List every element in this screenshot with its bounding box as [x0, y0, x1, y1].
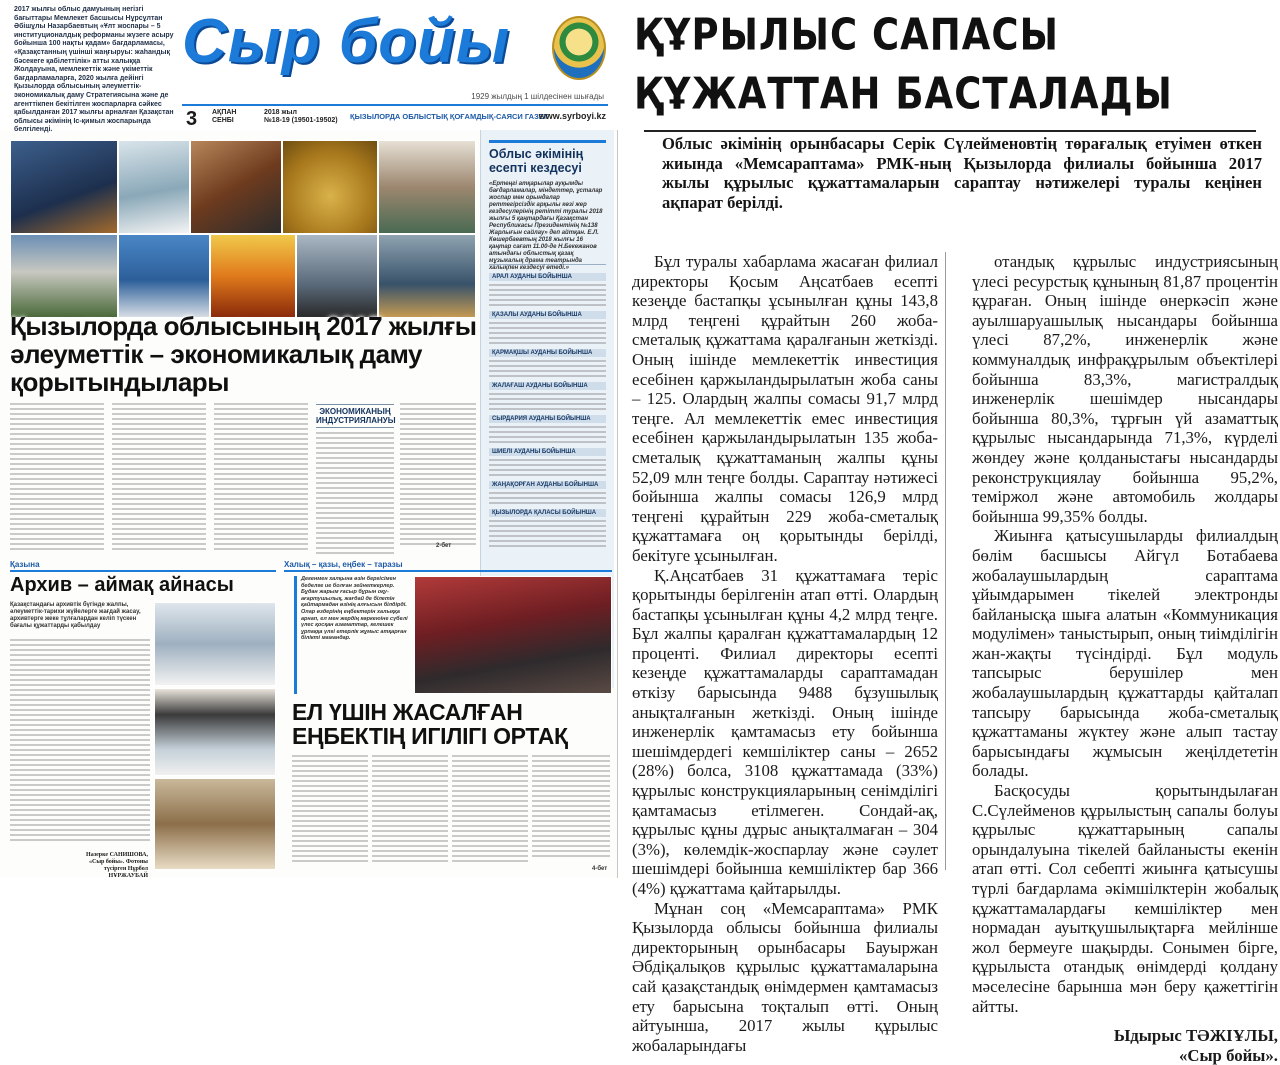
- masthead-slogan: ҚЫЗЫЛОРДА ОБЛЫСТЫҚ ҚОҒАМДЫҚ-САЯСИ ГАЗЕТ: [350, 112, 549, 121]
- newspaper-front-page: [0, 0, 618, 878]
- masthead: [0, 0, 618, 134]
- photo-baker: [378, 140, 476, 234]
- article-paragraph: Жиынға қатысушыларды филиалдың бөлім басшысы Айгүл Ботабаева жобалаушылардың сараптама ұйымдарымен тікелей электронды байланысқа шыға алатын «Коммуникация модулімен» таныстырып, оның тиімділігін жан-жақты түсіндірді. Бұл модуль тапсырыс берушілер мен жобалаушылардың құжаттарды қайталап тапсыру барысында жоба-сметалық құжаттаманы жүктеу және алып тастау барысындағы жұмысын жеңілдететін болады.: [972, 526, 1278, 781]
- column-text: [112, 403, 206, 550]
- sidebar-section-title: ҚЫЗЫЛОРДА ҚАЛАСЫ БОЙЫНША: [489, 509, 606, 517]
- sidebar-section-title: ЖАҢАҚОРҒАН АУДАНЫ БОЙЫНША: [489, 481, 606, 489]
- column-text: [10, 403, 104, 550]
- sidebar-heading[interactable]: Облыс әкімінің есепті кездесуі: [489, 140, 606, 175]
- column-text: [214, 403, 308, 550]
- article-page: [624, 0, 1280, 1065]
- archive-text: [10, 636, 150, 844]
- people-column-1: [292, 752, 368, 865]
- article-title: ҚҰРЫЛЫС САПАСЫ ҚҰЖАТТАН БАСТАЛАДЫ: [634, 9, 1173, 120]
- article-column-left: [632, 252, 938, 1065]
- front-column-4: [316, 400, 394, 557]
- photo-archivist: [154, 688, 276, 776]
- masthead-intro-text: 2017 жылғы облыс дамуының негізгі бағыттары Мемлекет басшысы Нұрсұлтан Әбішұлы Назарбаевтың «Ұлт жоспары – 5 институционалдық реформаны жүзеге асыру бойынша 100 нақты қадам» бағдарламасы, «Қазақстанның үшінші жаңғыруы: жаһандық бәсекеге қабілеттілік» атты халыққа Жолдауына, мемлекеттік және үкіметтік бағдарламаларға, 2020 жылға дейінгі Қызылорда облысының әлеуметтік-экономикалық даму Стратегиясына және де агенттікпен бекітілген жоспарларға сәйкес қабылданған 2017 жылғы арналған Қазақстан облысы әкімінің Іс-қимыл жоспарында белгіленді.: [14, 6, 174, 134]
- photo-plant: [296, 234, 378, 318]
- sidebar-lead: «Ертеңгі атқарылар ауқымды бағдарламалар, міндеттер, ұсталар жоспар мен орындалар реттегірсіздік арқылы көзі жер кездесулерінің ретітті туралы 2018 жылғы 5 қаңтардағы Қазақстан Республикасы Президентінің №138 Жарлығын сайлау» деп айтқан. Е.Л. Көшербаевтың 2018 жылғы 16 қаңтар сағат 11.00-де Н.Бекежанов атындағы облыстық қазақ мұзыкалық драма театрында халықпен кездесуі өтеді.»: [489, 181, 606, 265]
- article-paragraph: Бұл туралы хабарлама жасаған филиал директоры Қосым Аңсатбаев есепті кезеңде бастапқы ұсынылған құны 143,8 млрд теңгені құрайтын 260 жоба-сметалық құжаттама қаралғанын жеткізді. Оның ішінде мемлекеттік инвестиция есебінен қаржыландырылатын жоба саны – 125. Олардың жалпы сомасы 91,7 млрд теңге. Ал мемлекеттік емес инвестиция есебінен қаржыландырылатын 135 жоба-сметалық құжаттаманың жалпы құны 52,09 млн теңге болды. Сараптау нәтижесі бойынша жалпы сомасы 126,9 млрд теңгені құрайтын 229 жоба-сметалық құжаттамаға оң қорытынды берілді, бекітуге ұсынылған.: [632, 252, 938, 565]
- photo-farmer: [190, 140, 282, 234]
- archive-headline[interactable]: Архив – аймақ айнасы: [10, 574, 234, 596]
- masthead-since: 1929 жылдың 1 шілдесінен шығады: [471, 92, 604, 101]
- article-byline: [972, 1026, 1278, 1065]
- article-paragraph: Мұнан соң «Мемсараптама» РМК Қызылорда облысы бойынша филиалы директорының орынбасары Бауыржан Әбдіқалықов құрылыс құжаттамаларына сай қазақстандық өнімдермен қамтамасыз ету барысына тоқталып өтті. Оның айтуынша, 2017 жылы құрылыс жобаларындағы: [632, 898, 938, 1055]
- front-column-3: [214, 400, 308, 553]
- sidebar-section: [489, 273, 606, 547]
- photo-documents: [154, 778, 276, 870]
- main-headline[interactable]: Қызылорда облысының 2017 жылғы әлеуметтік – экономикалық даму қорытындылары: [10, 311, 477, 397]
- photo-archive-shelves: [154, 602, 276, 686]
- article-paragraph: Қ.Аңсатбаев 31 құжаттамаға теріс қорытынды берілгенін атап өтті. Олардың бастапқы ұсынылған құны 4,2 млрд теңге. Бұл жалпы қаралған құжаттамалардың 12 проценті. Филиал директоры есепті кезеңде құжаттамаларды сараптамадан өткізу барысында 9488 бұзушылық анықталғанын жеткізді. Оның ішінде инженерлік қамтамасыз ету бойынша шешімдердегі кемшіліктер саны – 2652 (28%) болса, 3108 құжаттамада (33%) құрылыс конструкцияларының сенімділігі қамтамасыз етілмеген. Сондай-ақ, құрылыс құны дұрыс анықталмаған – 304 (3%), көлемдік-жоспарлау және сәулет шешімдері бойынша кемшіліктер бар 366 (4%) құжаттама қайтарылды.: [632, 565, 938, 898]
- economy-subhead: ЭКОНОМИКАНЫҢ ИНДУСТРИЯЛАНУЫ: [316, 404, 394, 428]
- byline-author: Ыдырыс ТӘЖІҰЛЫ,: [1113, 1026, 1278, 1046]
- front-column-1: [10, 400, 104, 553]
- newspaper-logo: Сыр бойы: [182, 7, 510, 76]
- issue-year: 2018 жыл: [264, 109, 297, 116]
- continued-label: 2-бет: [436, 543, 452, 549]
- masthead-intro: [14, 6, 182, 134]
- people-headline[interactable]: ЕЛ ҮШІН ЖАСАЛҒАН ЕҢБЕКТІҢ ИГІЛІГІ ОРТАҚ: [292, 699, 568, 749]
- issue-numbers: №18-19 (19501-19502): [264, 117, 338, 124]
- column-text: [316, 432, 394, 554]
- issue-codes: [264, 109, 338, 125]
- article-lead: Облыс әкімінің орынбасары Серік Сүлейменовтің төрағалық етуімен өткен жиында «Мемсараптама» РМК-ның Қызылорда филиалы бойынша 2017 жылы құрылыс құжаттамаларын сараптау нәтижелері туралы кеңінен ақпарат берілді.: [662, 134, 1262, 212]
- sidebar-section-title: ЖАЛАҒАШ АУДАНЫ БОЙЫНША: [489, 382, 606, 390]
- sidebar-section-title: ШИЕЛІ АУДАНЫ БОЙЫНША: [489, 448, 606, 456]
- lead-divider: [644, 130, 1256, 132]
- article-paragraph: Басқосуды қорытындылаған С.Сүлейменов құрылыстың сапалы болуы құрылыс құжаттарының сапалы орындалуына тікелей байланысты екенін атап өтті. Сол себепті жиынға қатысушы түрлі бағдарлама әкімшілктерін жобалық құжаттамалардағы кемшіліктер мен нормадан ауытқушылықтарға мейлінше жол бермеуге шақырды. Сонымен бірге, құрылыста отандық өнімдерді қолдану мәселесіне барынша мән беру қажеттігін айтты.: [972, 781, 1278, 1016]
- photo-building: [118, 234, 210, 318]
- issue-month: [212, 109, 236, 125]
- issue-day: 3: [186, 108, 198, 130]
- continued-label-bottom: 4-бет: [592, 866, 608, 872]
- rubric-kazina: Қазына: [10, 560, 276, 572]
- photo-cattle: [10, 234, 118, 318]
- people-column-4: [532, 752, 610, 860]
- front-column-2: [112, 400, 206, 553]
- photo-lab: [118, 140, 190, 234]
- front-column-5: [400, 400, 476, 548]
- archive-signature: Назерке САНИШОВА, «Сыр бойы». Фотоны түсірген Нұрбол НҰРЖАУБАЙ: [86, 852, 148, 879]
- sidebar-section-title: ҚАЗАЛЫ АУДАНЫ БОЙЫНША: [489, 311, 606, 319]
- emblem-icon: [552, 16, 606, 80]
- people-quote: Дегенмен халқына өзін бергісімен беделге ие болған зейнеткерлер. Бұдан жарым ғасыр бұрын оқу-ағартушылық, жағдай де білетін қайтармадан өзінің алғысын білдірді. Олар өздерінің еңбектерін халыққа арнап, ел мен жердің көркеюіне сүбелі үлес қосқан азаматтар, келешек ұрпаққа үлгі етерлік жұмыс атқарған білікті мамандар.: [294, 576, 410, 694]
- column-text: [400, 403, 476, 545]
- issue-weekday: СЕНБІ: [212, 117, 234, 124]
- photo-worker: [10, 140, 118, 234]
- photo-factory: [378, 234, 476, 318]
- sidebar-section-title: СЫРДАРИЯ АУДАНЫ БОЙЫНША: [489, 415, 606, 423]
- archive-lead: Қазақстандағы архивтiк бүгінде жалпы, әлеуметтік-тарихи жүйелерге жағдай жасау, архивтерге жеке тұлғалардан келіп түскен бағалы құжаттарды қабылдау: [10, 602, 141, 629]
- photo-grain: [282, 140, 378, 234]
- sidebar-section-title: ҚАРМАҚШЫ АУДАНЫ БОЙЫНША: [489, 349, 606, 357]
- photo-fire: [210, 234, 296, 318]
- sidebar-section-title: АРАЛ АУДАНЫ БОЙЫНША: [489, 273, 606, 281]
- photo-veterans: [414, 576, 612, 694]
- people-column-3: [452, 752, 528, 865]
- article-body: [632, 252, 1278, 1065]
- rubric-halyk: Халық – қазы, еңбек – таразы: [284, 560, 612, 572]
- article-column-right: [972, 252, 1278, 1065]
- website-link[interactable]: www.syrboyi.kz: [538, 111, 606, 121]
- byline-paper: «Сыр бойы».: [1178, 1045, 1278, 1065]
- people-column-2: [372, 752, 448, 865]
- issue-month-name: АҚПАН: [212, 109, 237, 116]
- article-paragraph: отандық құрылыс индустриясының үлесі ресурстық құнының 81,87 процентін құраған. Оның ішінде өнеркәсіп және ауылшаруашылық нысандары бойынша үлесі 87,2%, инженерлік және коммуналдық инфрақұрылым объектілері бойынша 83,3%, магистралдық инженерлік шешімдер нысандары бойынша 80,3%, тұрғын үй азаматтық құрылыс нысандарында 71,3%, күрделі жөндеу және қолданыстағы нысандарды реконструкциялау бойынша 95,2%, теміржол және автомобиль жолдары бойынша 99,35% болды.: [972, 252, 1278, 526]
- photo-collage: [10, 140, 476, 318]
- masthead-band: [182, 104, 608, 130]
